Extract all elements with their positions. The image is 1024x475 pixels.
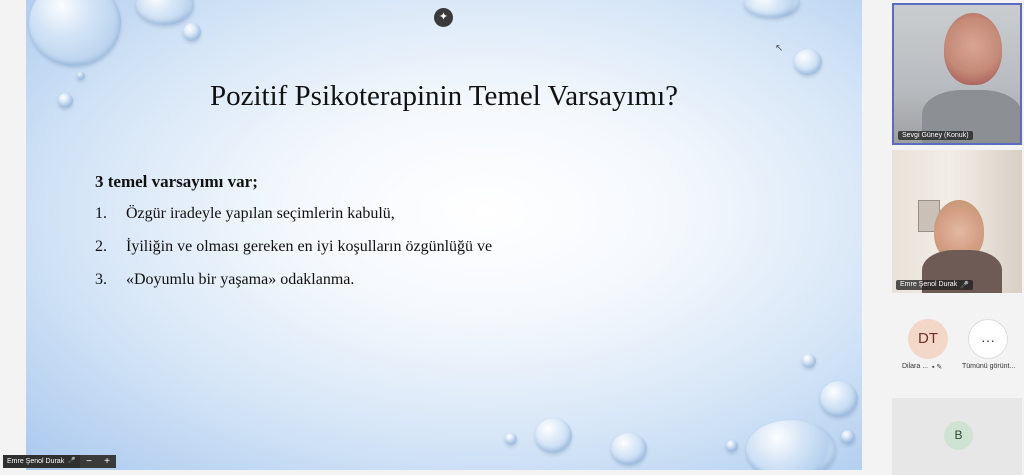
water-drop xyxy=(744,0,800,18)
water-drop xyxy=(746,420,836,470)
presenter-name-chip xyxy=(3,455,80,468)
participant-status-icons: ▪ ✎ xyxy=(932,364,943,371)
water-drop xyxy=(505,433,517,445)
list-text: İyiliğin ve olması gereken en iyi koşulların özgünlüğü ve xyxy=(126,238,493,255)
list-item xyxy=(95,271,492,304)
list-text: Özgür iradeyle yapılan seçimlerin kabulü, xyxy=(126,205,395,222)
list-text: «Doyumlu bir yaşama» odaklanma. xyxy=(126,271,355,288)
show-all-label: Tümünü görünt... xyxy=(962,363,1016,370)
water-drop xyxy=(611,433,647,465)
water-drop xyxy=(29,0,121,66)
participant-video-tile[interactable] xyxy=(892,3,1022,145)
water-drop xyxy=(183,23,201,41)
list-item xyxy=(95,205,492,238)
participant-avatar[interactable]: DT xyxy=(908,319,948,359)
more-participants-button[interactable]: ··· xyxy=(968,319,1008,359)
zoom-control xyxy=(80,455,116,468)
slide-title: Pozitif Psikoterapinin Temel Varsayımı? xyxy=(209,80,679,112)
water-drop xyxy=(820,381,858,417)
list-item xyxy=(95,238,492,271)
water-drop xyxy=(802,354,816,368)
water-drop xyxy=(841,430,855,444)
participant-video-tile[interactable] xyxy=(892,150,1022,293)
participant-avatar[interactable]: B xyxy=(944,421,973,450)
list-number: 3. xyxy=(95,271,107,288)
list-number: 2. xyxy=(95,238,107,255)
water-drop xyxy=(794,49,822,75)
participant-name-label xyxy=(896,280,973,290)
list-number: 1. xyxy=(95,205,107,222)
water-drop xyxy=(136,0,194,25)
presenter-name: Emre Şenol Durak xyxy=(7,458,65,465)
sparkle-icon[interactable]: ✦ xyxy=(434,8,453,27)
mic-off-icon: 🎤 xyxy=(960,282,969,289)
mic-off-icon: 🎤 xyxy=(68,458,76,464)
water-drop xyxy=(535,418,572,453)
zoom-out-button[interactable]: − xyxy=(86,456,92,467)
slide-heading: 3 temel varsayımı var; xyxy=(95,172,258,191)
zoom-in-button[interactable]: + xyxy=(104,456,110,467)
participant-name: Sevgi Güney (Konuk) xyxy=(902,132,969,139)
mouse-cursor-icon: ↖ xyxy=(775,43,784,54)
water-drop xyxy=(77,72,85,80)
participant-video xyxy=(944,13,1002,85)
water-drop xyxy=(726,440,738,452)
participant-name: Dilara ... xyxy=(902,363,929,370)
slide-list xyxy=(95,205,492,304)
presentation-slide xyxy=(26,0,862,470)
participant-name: Emre Şenol Durak xyxy=(900,281,958,288)
participant-name-label xyxy=(898,131,973,140)
